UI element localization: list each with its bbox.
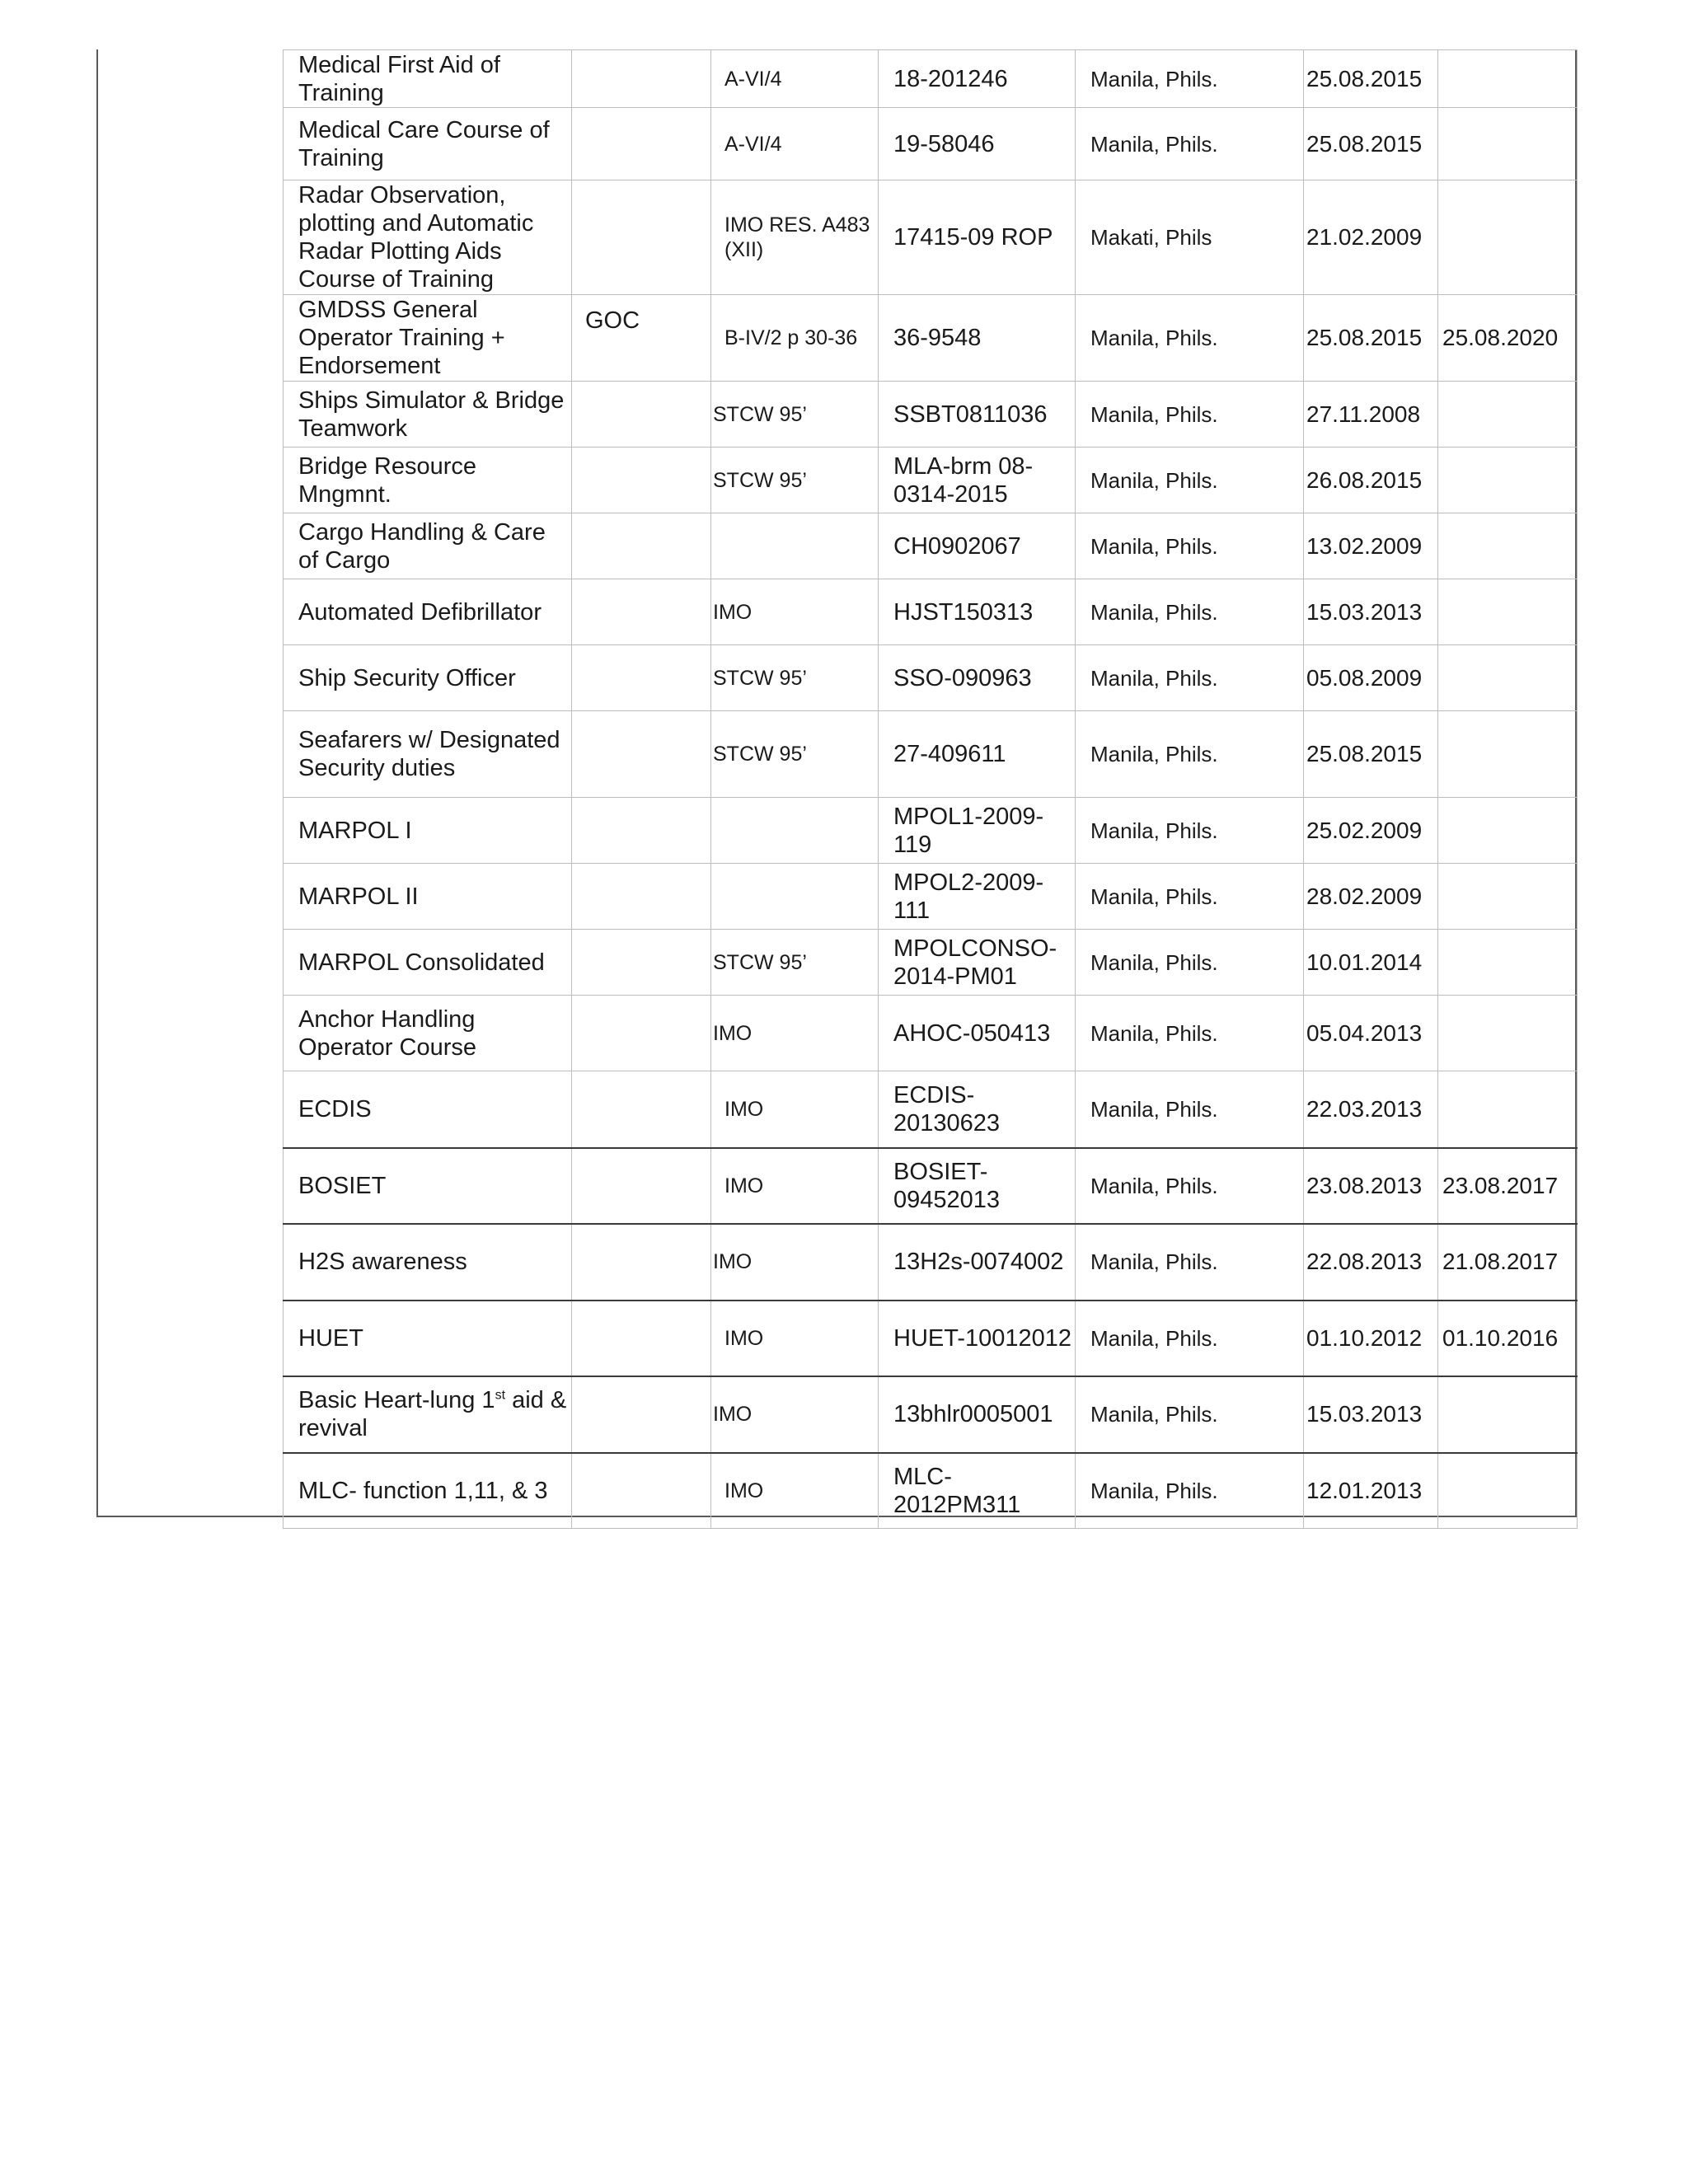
certificate-number: SSBT0811036 <box>879 382 1076 448</box>
certificate-type <box>572 711 711 798</box>
certificate-number: CH0902067 <box>879 513 1076 579</box>
date-of-expiry <box>1438 50 1578 108</box>
table-row <box>284 579 1578 645</box>
course-name: MARPOL II <box>284 864 572 930</box>
certificate-type <box>572 1301 711 1376</box>
certificate-number: MPOLCONSO-2014-PM01 <box>879 930 1076 996</box>
table-row <box>284 1224 1578 1301</box>
date-of-issue: 01.10.2012 <box>1304 1301 1438 1376</box>
table-row <box>284 108 1578 180</box>
certificate-number: 18-201246 <box>879 50 1076 108</box>
certificate-number: MPOL1-2009-119 <box>879 798 1076 864</box>
course-name: ECDIS <box>284 1071 572 1148</box>
table-row <box>284 180 1578 295</box>
date-of-issue: 12.01.2013 <box>1304 1453 1438 1529</box>
course-name-part: Basic Heart-lung 1 <box>298 1387 495 1413</box>
certificate-number: BOSIET-09452013 <box>879 1148 1076 1224</box>
regulation-reference: IMO <box>711 1224 879 1301</box>
certificates-table <box>283 49 1578 1529</box>
course-name: Radar Observation, plotting and Automatic Radar Plotting Aids Course of Training <box>284 180 572 295</box>
certificate-type <box>572 798 711 864</box>
regulation-reference <box>711 798 879 864</box>
course-name: Bridge Resource Mngmnt. <box>284 448 572 513</box>
place-of-issue: Manila, Phils. <box>1076 1301 1304 1376</box>
date-of-expiry <box>1438 513 1578 579</box>
date-of-expiry <box>1438 1071 1578 1148</box>
certificate-type <box>572 513 711 579</box>
certificate-number: SSO-090963 <box>879 645 1076 711</box>
date-of-issue: 23.08.2013 <box>1304 1148 1438 1224</box>
certificate-number: MLA-brm 08-0314-2015 <box>879 448 1076 513</box>
certificate-type <box>572 864 711 930</box>
date-of-issue: 05.08.2009 <box>1304 645 1438 711</box>
regulation-reference: IMO <box>711 579 879 645</box>
certificate-type <box>572 1376 711 1453</box>
table-row <box>284 1376 1578 1453</box>
certificate-type <box>572 1148 711 1224</box>
table-row <box>284 1453 1578 1529</box>
certificate-number: ECDIS-20130623 <box>879 1071 1076 1148</box>
place-of-issue: Manila, Phils. <box>1076 930 1304 996</box>
regulation-reference: STCW 95’ <box>711 711 879 798</box>
date-of-expiry <box>1438 579 1578 645</box>
date-of-issue: 25.08.2015 <box>1304 108 1438 180</box>
regulation-reference <box>711 513 879 579</box>
regulation-reference: A-VI/4 <box>711 108 879 180</box>
place-of-issue: Manila, Phils. <box>1076 513 1304 579</box>
certificate-number: 13bhlr0005001 <box>879 1376 1076 1453</box>
date-of-issue: 22.08.2013 <box>1304 1224 1438 1301</box>
course-name: Anchor Handling Operator Course <box>284 996 572 1071</box>
certificate-number: 13H2s-0074002 <box>879 1224 1076 1301</box>
date-of-expiry: 21.08.2017 <box>1438 1224 1578 1301</box>
date-of-issue: 25.08.2015 <box>1304 295 1438 382</box>
regulation-reference: IMO <box>711 1148 879 1224</box>
table-row <box>284 996 1578 1071</box>
place-of-issue: Manila, Phils. <box>1076 798 1304 864</box>
certificate-type <box>572 50 711 108</box>
course-name: MARPOL I <box>284 798 572 864</box>
course-name: Automated Defibrillator <box>284 579 572 645</box>
course-name <box>284 1376 572 1453</box>
certificate-type <box>572 180 711 295</box>
date-of-issue: 25.02.2009 <box>1304 798 1438 864</box>
table-row <box>284 1301 1578 1376</box>
course-name-tail: aid & revival <box>298 1387 567 1441</box>
certificate-number: 17415-09 ROP <box>879 180 1076 295</box>
place-of-issue: Manila, Phils. <box>1076 448 1304 513</box>
course-name: GMDSS General Operator Training + Endorsement <box>284 295 572 382</box>
regulation-reference: IMO <box>711 1301 879 1376</box>
regulation-reference: B-IV/2 p 30-36 <box>711 295 879 382</box>
certificate-number: HUET-10012012 <box>879 1301 1076 1376</box>
regulation-reference: STCW 95’ <box>711 645 879 711</box>
place-of-issue: Manila, Phils. <box>1076 108 1304 180</box>
date-of-issue: 15.03.2013 <box>1304 1376 1438 1453</box>
place-of-issue: Manila, Phils. <box>1076 50 1304 108</box>
date-of-expiry: 01.10.2016 <box>1438 1301 1578 1376</box>
place-of-issue: Makati, Phils <box>1076 180 1304 295</box>
certificate-type: GOC <box>572 295 711 382</box>
date-of-expiry <box>1438 645 1578 711</box>
table-row <box>284 798 1578 864</box>
date-of-issue: 26.08.2015 <box>1304 448 1438 513</box>
date-of-issue: 27.11.2008 <box>1304 382 1438 448</box>
date-of-expiry <box>1438 930 1578 996</box>
regulation-reference: STCW 95’ <box>711 930 879 996</box>
table-row <box>284 448 1578 513</box>
place-of-issue: Manila, Phils. <box>1076 864 1304 930</box>
date-of-expiry: 25.08.2020 <box>1438 295 1578 382</box>
place-of-issue: Manila, Phils. <box>1076 645 1304 711</box>
date-of-expiry <box>1438 1376 1578 1453</box>
certificate-number: 36-9548 <box>879 295 1076 382</box>
place-of-issue: Manila, Phils. <box>1076 1453 1304 1529</box>
date-of-expiry <box>1438 711 1578 798</box>
place-of-issue: Manila, Phils. <box>1076 1376 1304 1453</box>
place-of-issue: Manila, Phils. <box>1076 579 1304 645</box>
course-name: Medical Care Course of Training <box>284 108 572 180</box>
date-of-issue: 13.02.2009 <box>1304 513 1438 579</box>
certificate-type <box>572 1224 711 1301</box>
place-of-issue: Manila, Phils. <box>1076 996 1304 1071</box>
table-row <box>284 513 1578 579</box>
certificate-number: 19-58046 <box>879 108 1076 180</box>
date-of-expiry <box>1438 1453 1578 1529</box>
date-of-expiry: 23.08.2017 <box>1438 1148 1578 1224</box>
table-row <box>284 645 1578 711</box>
date-of-expiry <box>1438 180 1578 295</box>
course-name: Seafarers w/ Designated Security duties <box>284 711 572 798</box>
certificate-type <box>572 645 711 711</box>
table-row <box>284 711 1578 798</box>
ordinal-suffix: st <box>495 1388 506 1403</box>
place-of-issue: Manila, Phils. <box>1076 1224 1304 1301</box>
date-of-issue: 25.08.2015 <box>1304 711 1438 798</box>
course-name: MLC- function 1,11, & 3 <box>284 1453 572 1529</box>
date-of-expiry <box>1438 382 1578 448</box>
regulation-reference: STCW 95’ <box>711 382 879 448</box>
date-of-expiry <box>1438 996 1578 1071</box>
course-name: H2S awareness <box>284 1224 572 1301</box>
course-name: Medical First Aid of Training <box>284 50 572 108</box>
certificate-type <box>572 930 711 996</box>
date-of-issue: 28.02.2009 <box>1304 864 1438 930</box>
regulation-reference: IMO <box>711 1453 879 1529</box>
regulation-reference <box>711 864 879 930</box>
place-of-issue: Manila, Phils. <box>1076 1071 1304 1148</box>
course-name: Cargo Handling & Care of Cargo <box>284 513 572 579</box>
course-name: MARPOL Consolidated <box>284 930 572 996</box>
certificate-number: AHOC-050413 <box>879 996 1076 1071</box>
place-of-issue: Manila, Phils. <box>1076 711 1304 798</box>
certificate-number: HJST150313 <box>879 579 1076 645</box>
date-of-issue: 22.03.2013 <box>1304 1071 1438 1148</box>
table-row <box>284 50 1578 108</box>
date-of-issue: 10.01.2014 <box>1304 930 1438 996</box>
place-of-issue: Manila, Phils. <box>1076 1148 1304 1224</box>
certificate-type <box>572 108 711 180</box>
course-name: BOSIET <box>284 1148 572 1224</box>
date-of-expiry <box>1438 864 1578 930</box>
regulation-reference: IMO <box>711 1376 879 1453</box>
table-row <box>284 930 1578 996</box>
certificate-type <box>572 448 711 513</box>
certificate-type <box>572 1071 711 1148</box>
certificates-table-body <box>284 50 1578 1529</box>
date-of-issue: 25.08.2015 <box>1304 50 1438 108</box>
table-row <box>284 382 1578 448</box>
regulation-reference: A-VI/4 <box>711 50 879 108</box>
regulation-reference: IMO <box>711 1071 879 1148</box>
place-of-issue: Manila, Phils. <box>1076 295 1304 382</box>
date-of-expiry <box>1438 108 1578 180</box>
regulation-reference: IMO RES. A483 (XII) <box>711 180 879 295</box>
course-name: Ships Simulator & Bridge Teamwork <box>284 382 572 448</box>
date-of-expiry <box>1438 798 1578 864</box>
certificate-number: MLC-2012PM311 <box>879 1453 1076 1529</box>
certificate-type <box>572 1453 711 1529</box>
table-row <box>284 864 1578 930</box>
course-name: HUET <box>284 1301 572 1376</box>
place-of-issue: Manila, Phils. <box>1076 382 1304 448</box>
table-row <box>284 1071 1578 1148</box>
table-row <box>284 1148 1578 1224</box>
certificate-type <box>572 579 711 645</box>
course-name: Ship Security Officer <box>284 645 572 711</box>
date-of-issue: 15.03.2013 <box>1304 579 1438 645</box>
certificate-type <box>572 382 711 448</box>
certificate-number: MPOL2-2009-111 <box>879 864 1076 930</box>
date-of-issue: 05.04.2013 <box>1304 996 1438 1071</box>
regulation-reference: STCW 95’ <box>711 448 879 513</box>
certificate-number: 27-409611 <box>879 711 1076 798</box>
regulation-reference: IMO <box>711 996 879 1071</box>
date-of-expiry <box>1438 448 1578 513</box>
certificate-type <box>572 996 711 1071</box>
date-of-issue: 21.02.2009 <box>1304 180 1438 295</box>
table-row <box>284 295 1578 382</box>
